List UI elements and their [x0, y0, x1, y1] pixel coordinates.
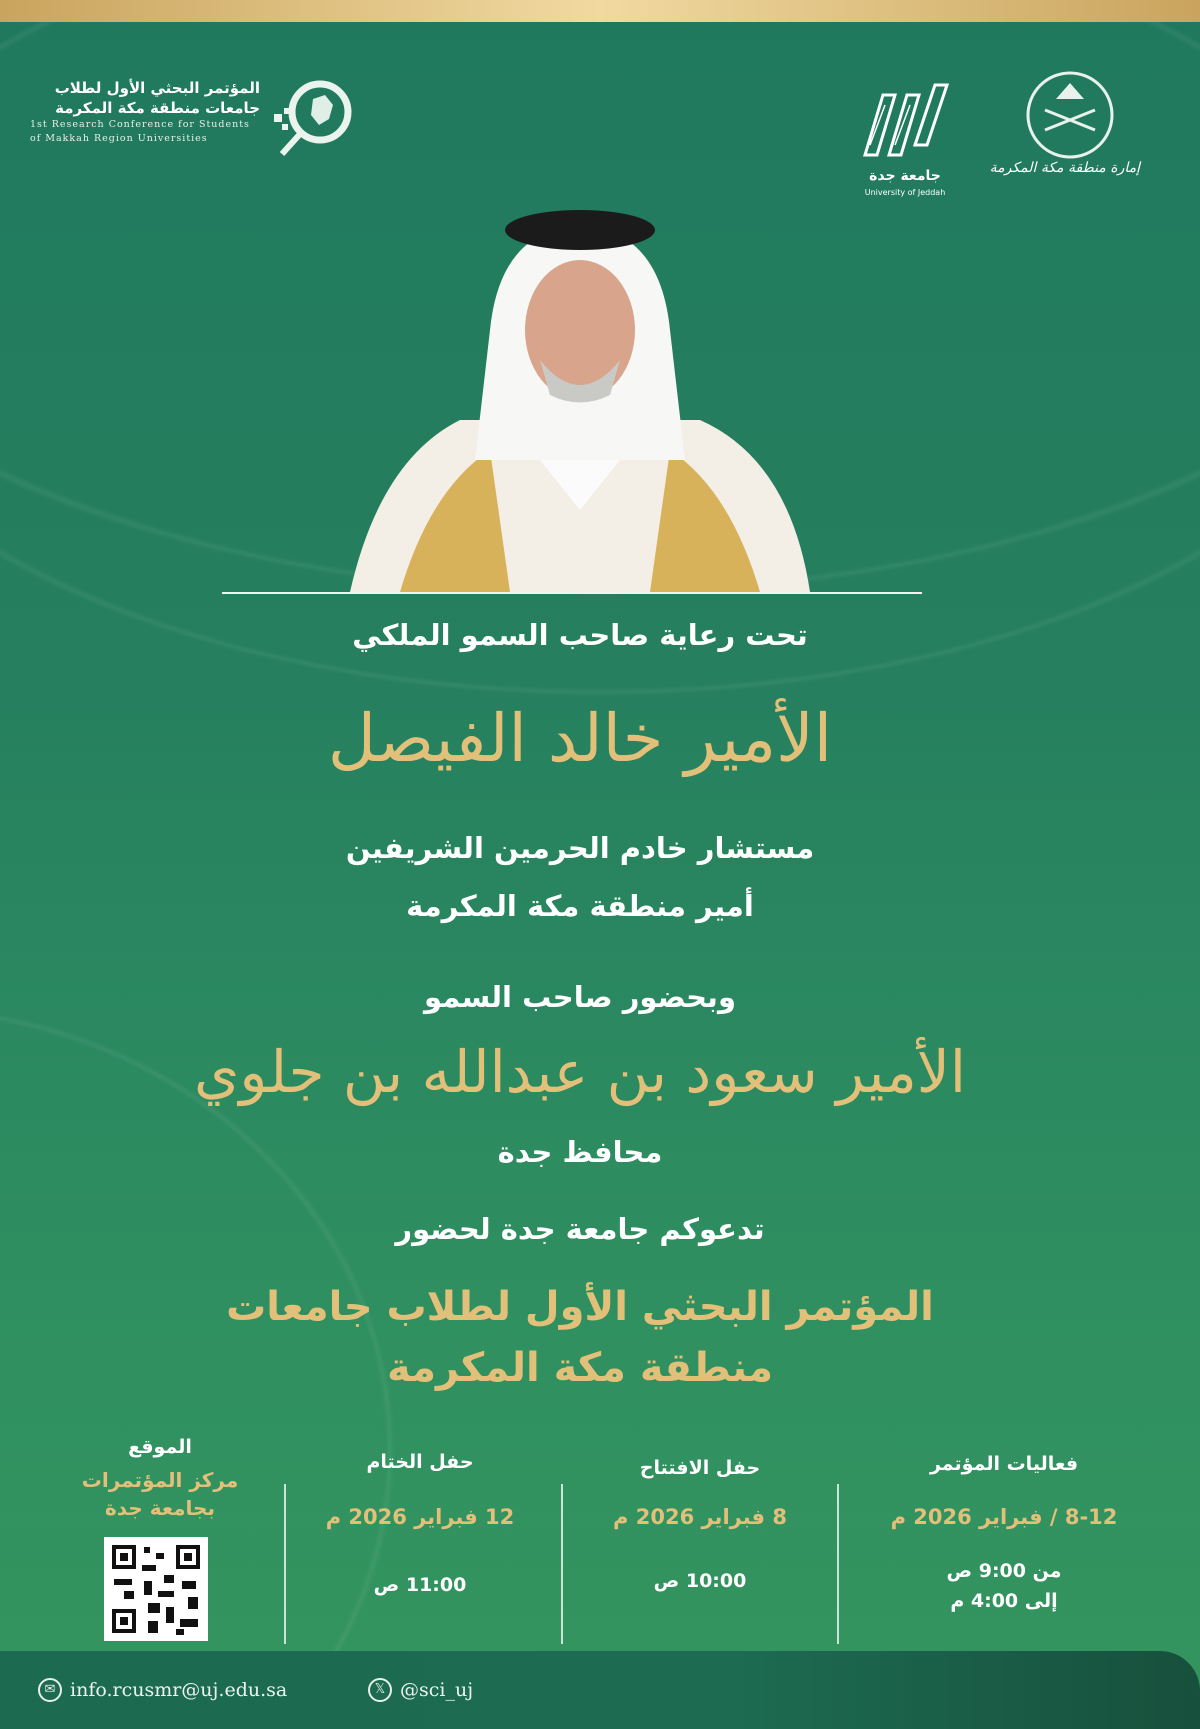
schedule-events-time-from: من 9:00 ص	[946, 1560, 1062, 1582]
guest-title: محافظ جدة	[497, 1135, 663, 1169]
prince-portrait-image	[340, 210, 820, 592]
logo-ar-line2: جامعات منطقة مكة المكرمة	[55, 99, 260, 117]
logo-en-line2: of Makkah Region Universities	[30, 133, 208, 144]
x-handle[interactable]: @sci_uj	[400, 1679, 474, 1701]
emirate-logo-ar: إمارة منطقة مكة المكرمة	[989, 160, 1140, 176]
schedule-divider	[561, 1484, 563, 1644]
emirate-emblem-icon	[1005, 65, 1135, 160]
presence-text: وبحضور صاحب السمو	[424, 980, 736, 1014]
top-gold-bar	[0, 0, 1200, 22]
schedule-opening-date: 8 فبراير 2026 م	[613, 1505, 787, 1529]
patron-title-1: مستشار خادم الحرمين الشريفين	[345, 831, 815, 865]
schedule-divider	[284, 1484, 286, 1644]
location-line1: مركز المؤتمرات	[81, 1468, 239, 1492]
schedule-opening-time: 10:00 ص	[653, 1570, 747, 1592]
magnifier-map-logo-icon	[268, 74, 358, 164]
schedule-opening-title: حفل الافتتاح	[639, 1457, 761, 1479]
schedule-closing-date: 12 فبراير 2026 م	[325, 1505, 515, 1529]
x-logo-icon: 𝕏	[368, 1678, 392, 1702]
conference-title-line2: منطقة مكة المكرمة	[387, 1345, 773, 1391]
patronage-text: تحت رعاية صاحب السمو الملكي	[352, 618, 808, 652]
schedule-closing-time: 11:00 ص	[373, 1574, 467, 1596]
location-qr-code[interactable]	[104, 1537, 208, 1641]
invite-text: تدعوكم جامعة جدة لحضور	[395, 1212, 765, 1246]
location-title: الموقع	[128, 1436, 192, 1458]
schedule-events-title: فعاليات المؤتمر	[929, 1453, 1079, 1475]
portrait-divider	[222, 592, 922, 594]
schedule-events-time-to: إلى 4:00 م	[950, 1590, 1058, 1612]
university-logo-en: University of Jeddah	[864, 188, 946, 197]
email-icon: ✉	[38, 1678, 62, 1702]
university-logo-ar: جامعة جدة	[869, 168, 941, 184]
logo-ar-line1: المؤتمر البحثي الأول لطلاب	[54, 79, 260, 97]
location-line2: بجامعة جدة	[105, 1496, 215, 1520]
schedule-events-date: 8-12 / فبراير 2026 م	[890, 1505, 1118, 1529]
conference-title-line1: المؤتمر البحثي الأول لطلاب جامعات	[226, 1284, 934, 1330]
contact-email[interactable]: info.rcusmr@uj.edu.sa	[70, 1679, 288, 1701]
schedule-closing-title: حفل الختام	[366, 1451, 474, 1473]
university-of-jeddah-logo-icon	[855, 75, 975, 165]
logo-en-line1: 1st Research Conference for Students	[30, 119, 250, 130]
patron-title-2: أمير منطقة مكة المكرمة	[406, 889, 754, 923]
patron-name: الأمير خالد الفيصل	[327, 700, 833, 777]
schedule-divider	[837, 1484, 839, 1644]
conference-logo-text	[30, 78, 260, 146]
guest-name: الأمير سعود بن عبدالله بن جلوي	[194, 1038, 966, 1106]
